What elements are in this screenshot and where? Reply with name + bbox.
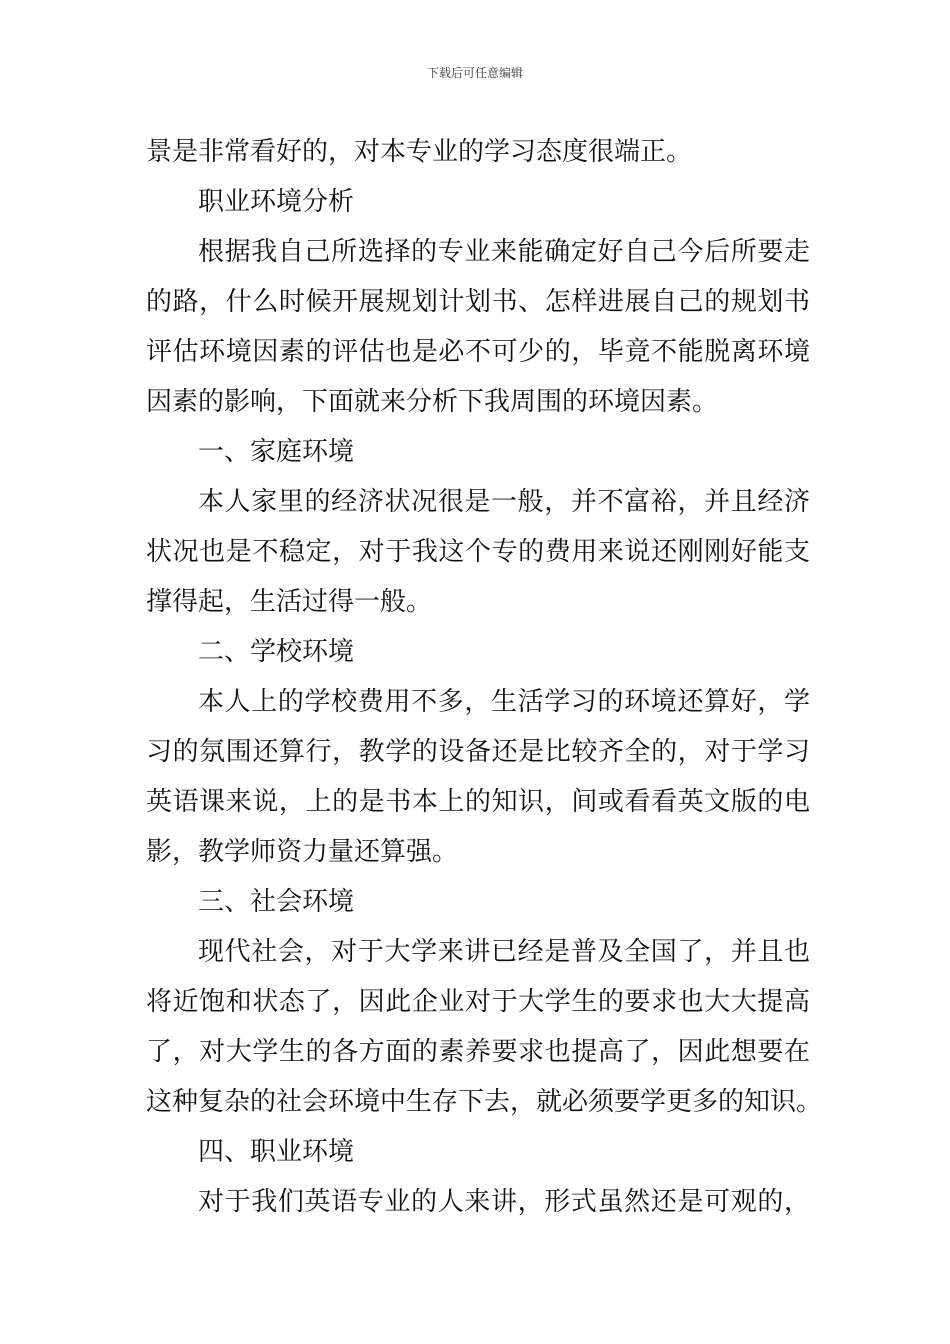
text-line: 评估环境因素的评估也是必不可少的，毕竟不能脱离环境 [146,337,810,367]
text-line: 景是非常看好的，对本专业的学习态度很端正。 [146,137,693,167]
text-line: 的路，什么时候开展规划计划书、怎样进展自己的规划书 [146,287,810,317]
text-line: 对于我们英语专业的人来讲，形式虽然还是可观的， [198,1187,810,1217]
text-line: 习的氛围还算行，教学的设备还是比较齐全的，对于学习 [146,737,810,767]
text-line: 根据我自己所选择的专业来能确定好自己今后所要走 [198,237,810,267]
text-line: 状况也是不稳定，对于我这个专的费用来说还刚刚好能支 [146,537,810,567]
text-line: 英语课来说，上的是书本上的知识，间或看看英文版的电 [146,787,810,817]
text-line: 本人家里的经济状况很是一般，并不富裕，并且经济 [198,487,810,517]
text-line: 了，对大学生的各方面的素养要求也提高了，因此想要在 [146,1037,810,1067]
text-line: 这种复杂的社会环境中生存下去，就必须要学更多的知识。 [146,1087,823,1117]
text-line: 职业环境分析 [198,187,355,217]
text-line: 现代社会，对于大学来讲已经是普及全国了，并且也 [198,937,810,967]
text-line: 二、学校环境 [198,637,355,667]
text-line: 本人上的学校费用不多，生活学习的环境还算好，学 [198,687,810,717]
text-line: 将近饱和状态了，因此企业对于大学生的要求也大大提高 [146,987,810,1017]
text-line: 撑得起，生活过得一般。 [146,587,433,617]
page-header-note: 下载后可任意编辑 [426,66,523,80]
document-body [146,127,823,1227]
text-line: 影，教学师资力量还算强。 [146,837,459,867]
text-line: 一、家庭环境 [198,437,355,467]
text-line: 因素的影响，下面就来分析下我周围的环境因素。 [146,387,719,417]
text-line: 四、职业环境 [198,1137,355,1167]
text-line: 三、社会环境 [198,887,355,917]
